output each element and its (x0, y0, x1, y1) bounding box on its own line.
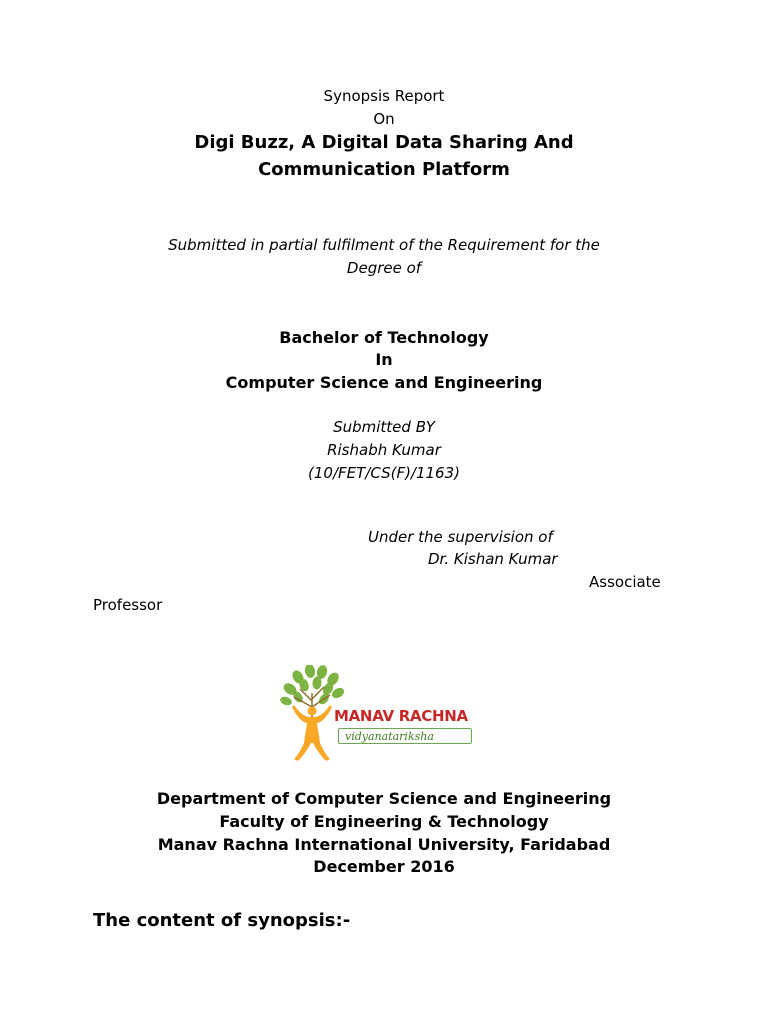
student-name: Rishabh Kumar (327, 441, 441, 459)
content-heading: The content of synopsis:- (93, 910, 351, 931)
submission-date: December 2016 (313, 857, 455, 876)
degree-in: In (375, 350, 393, 369)
degree-branch: Computer Science and Engineering (225, 373, 543, 392)
logo-wordmark: MANAV RACHNA (334, 707, 468, 725)
degree-name: Bachelor of Technology (279, 328, 489, 347)
project-title-line-2: Communication Platform (258, 159, 510, 180)
report-type: Synopsis Report (323, 87, 445, 105)
supervisor-title-part-1: Associate (589, 573, 661, 591)
supervisor-title-part-2: Professor (93, 596, 163, 614)
report-on: On (373, 110, 395, 128)
university-logo (280, 665, 495, 763)
submitted-by-label: Submitted BY (333, 418, 435, 436)
logo-tagline: vidyanatariksha (345, 730, 434, 743)
student-roll-number: (10/FET/CS(F)/1163) (308, 464, 460, 482)
submission-statement-line-2: Degree of (346, 259, 422, 277)
department-name: Department of Computer Science and Engineering (156, 789, 612, 808)
university-name: Manav Rachna International University, Faridabad (157, 835, 611, 854)
submission-statement-line-1: Submitted in partial fulfilment of the Requirement for the (168, 236, 600, 254)
logo-tagline-box (338, 728, 472, 744)
faculty-name: Faculty of Engineering & Technology (219, 812, 549, 831)
supervision-label: Under the supervision of (368, 528, 553, 546)
supervisor-name: Dr. Kishan Kumar (428, 550, 558, 568)
project-title-line-1: Digi Buzz, A Digital Data Sharing And (194, 132, 574, 153)
